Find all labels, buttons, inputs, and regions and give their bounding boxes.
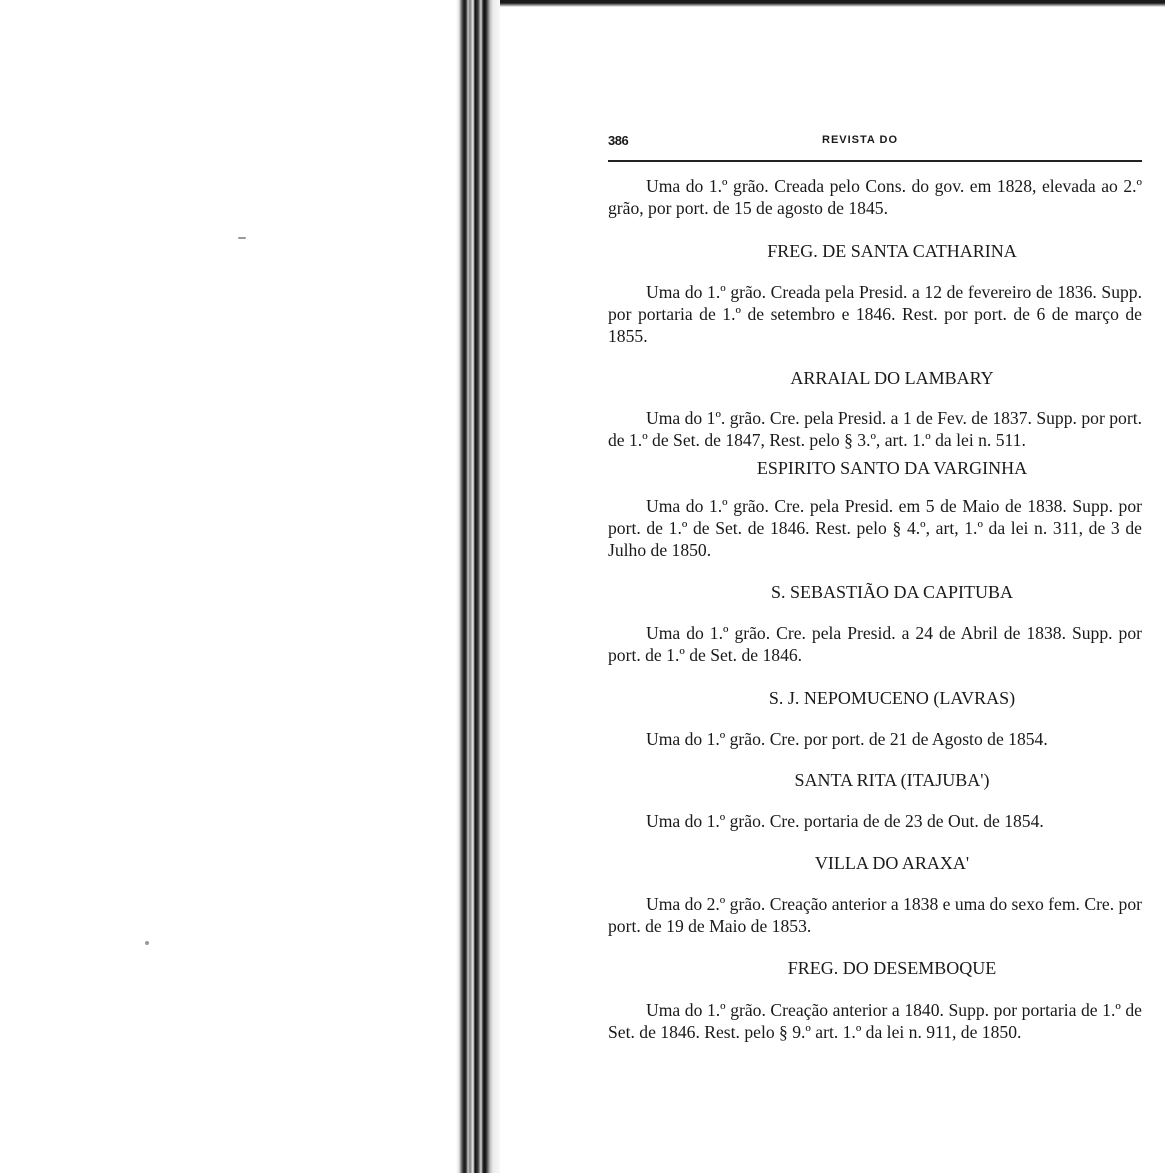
parish-heading: S. SEBASTIÃO DA CAPITUBA: [770, 582, 1014, 602]
parish-heading: ESPIRITO SANTO DA VARGINHA: [756, 458, 1028, 478]
entry-paragraph: [608, 622, 1142, 666]
parish-heading: S. J. NEPOMUCENO (LAVRAS): [768, 688, 1016, 708]
page-number: 386: [608, 133, 629, 148]
parish-heading: SANTA RITA (ITAJUBA'): [794, 770, 990, 790]
header-rule: [608, 160, 1142, 162]
entry-paragraph: [608, 407, 1142, 451]
entry-text: Uma do 2.º grão. Creação anterior a 1838 e uma do sexo fem. Cre. por port. de 19 de Maio de 1853.: [608, 894, 1142, 936]
parish-heading: FREG. DE SANTA CATHARINA: [767, 241, 1017, 261]
entry-text: Uma do 1.º grão. Cre. por port. de 21 de Agosto de 1854.: [646, 729, 1048, 749]
page-body: [608, 175, 1142, 1043]
entry-paragraph: [608, 999, 1142, 1043]
running-head: [608, 133, 1142, 155]
entry-text: Uma do 1.º grão. Creação anterior a 1840. Supp. por portaria de 1.º de Set. de 1846. Rest. pelo § 9.º art. 1.º da lei n. 911, de 1850.: [608, 1000, 1142, 1042]
entry-paragraph: [608, 175, 1142, 219]
entry-paragraph: [608, 495, 1142, 561]
entry-text: Uma do 1º. grão. Cre. pela Presid. a 1 de Fev. de 1837. Supp. por port. de 1.º de Set. de 1847, Rest. pelo § 3.º, art. 1.º da lei n. 511.: [608, 408, 1142, 450]
book-gutter: [456, 0, 500, 1173]
running-head-title: REVISTA DO: [822, 134, 899, 146]
entry-text: Uma do 1.º grão. Cre. pela Presid. a 24 de Abril de 1838. Supp. por port. de 1.º de Set. de 1846.: [608, 623, 1142, 665]
paper-speck: [238, 237, 246, 239]
right-page: [500, 7, 1165, 1173]
parish-heading: VILLA DO ARAXA': [814, 853, 970, 873]
parish-heading: FREG. DO DESEMBOQUE: [787, 958, 997, 978]
blank-left-page: [0, 0, 456, 1173]
page-top-edge: [500, 0, 1165, 7]
entry-paragraph: [608, 728, 1142, 750]
entry-paragraph: [608, 893, 1142, 937]
entry-text: Uma do 1.º grão. Cre. portaria de de 23 de Out. de 1854.: [646, 811, 1044, 831]
entry-paragraph: [608, 281, 1142, 347]
parish-heading: ARRAIAL DO LAMBARY: [790, 368, 994, 388]
entry-text: Uma do 1.º grão. Cre. pela Presid. em 5 de Maio de 1838. Supp. por port. de 1.º de Set. de 1846. Rest. pelo § 4.º, art, 1.º da lei n. 311, de 3 de Julho de 1850.: [608, 496, 1142, 560]
entry-paragraph: [608, 810, 1142, 832]
paper-speck: [145, 941, 149, 945]
entry-text: Uma do 1.º grão. Creada pela Presid. a 12 de fevereiro de 1836. Supp. por portaria de 1.º de setembro e 1846. Rest. por port. de 6 de março de 1855.: [608, 282, 1142, 346]
entry-text: Uma do 1.º grão. Creada pelo Cons. do gov. em 1828, elevada ao 2.º grão, por port. de 15 de agosto de 1845.: [608, 176, 1142, 218]
